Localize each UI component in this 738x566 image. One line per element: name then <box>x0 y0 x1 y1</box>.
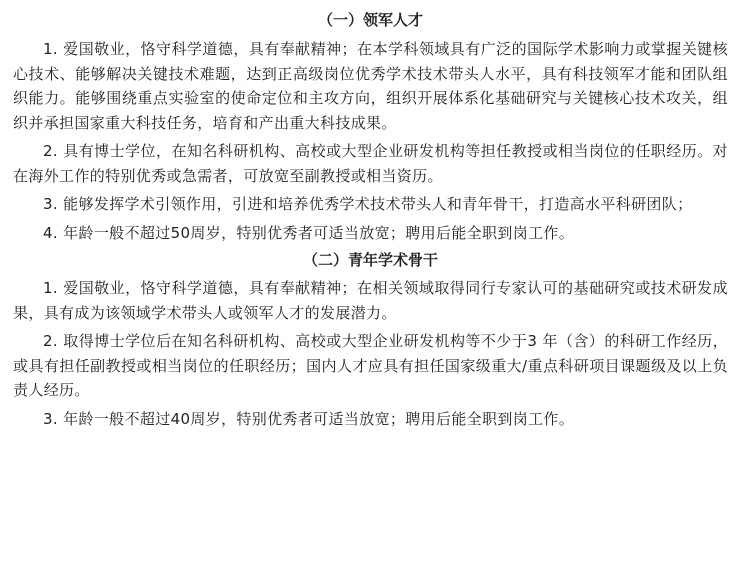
requirement-item: 1. 爱国敬业，恪守科学道德，具有奉献精神；在相关领域取得同行专家认可的基础研究或技术研发成果，具有成为该领域学术带头人或领军人才的发展潜力。 <box>13 279 728 322</box>
requirement-item: 3. 年龄一般不超过40周岁，特别优秀者可适当放宽；聘用后能全职到岗工作。 <box>43 409 575 428</box>
requirement-item: 2. 取得博士学位后在知名科研机构、高校或大型企业研发机构等不少于3 年（含）的科研工作经历，或具有担任副教授或相当岗位的任职经历；国内人才应具有担任国家级重大/重点科研项目课题级及以上负责人经历。 <box>13 332 728 399</box>
requirement-item: 3. 能够发挥学术引领作用，引进和培养优秀学术技术带头人和青年骨干，打造高水平科研团队； <box>43 195 693 213</box>
requirement-item: 4. 年龄一般不超过50周岁，特别优秀者可适当放宽；聘用后能全职到岗工作。 <box>43 223 575 242</box>
requirement-item: 1. 爱国敬业，恪守科学道德，具有奉献精神；在本学科领域具有广泛的国际学术影响力或掌握关键核心技术、能够解决关键技术难题，达到正高级岗位优秀学术技术带头人水平，具有科技领军才能和团队组织能力。能够围绕重点实验室的使命定位和主攻方向，组织开展体系化基础研究与关键核心技术攻关，组织并承担国家重大科技任务，培育和产出重大科技成果。 <box>13 40 728 132</box>
section-heading-leading-talent: （一）领军人才 <box>317 11 423 29</box>
requirement-item: 2. 具有博士学位，在知名科研机构、高校或大型企业研发机构等担任教授或相当岗位的任职经历。对在海外工作的特别优秀或急需者，可放宽至副教授或相当资历。 <box>13 142 728 185</box>
section-heading-young-backbone: （二）青年学术骨干 <box>302 251 438 269</box>
